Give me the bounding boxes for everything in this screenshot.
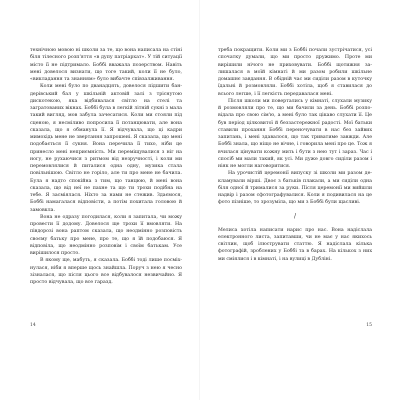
right-page-text: [218, 47, 372, 263]
right-page-text-top: [218, 47, 372, 207]
paragraph: Вона не одразу погодилася, коли я запитала, чи можу провести її додому. Довелося ще трохи її вмовляти. На півдорозі вона раптом сказала, що неодмінно розповість своєму батьку про мене, про те, що я їй подобаюся. Я відповіла, що неодмінно розповім і своїм батькам. Усе вирішилося просто.: [30, 214, 182, 256]
paragraph: технічною мовою ні школи за те, що вона написала на стіні біля тілесного розп'яття «в дупу патріархат». У тій ситуації місто її не підтримало. Боббі вважала позерством. Навіть мені довелося визнати, що тоге такий, коли її не було, «викладання та знанням» було вибачте співзалживання.: [30, 48, 182, 82]
right-page: [200, 0, 400, 400]
paragraph: В якому ще, мабуть, я сказала. Боббі тоді лише посміхнулася, ніби я вперше щось знайшла. Поруч з нею я чесно зізналася, що після цього все відбувалося незвичайно. Я просто відчувала, що все гаразд.: [30, 258, 182, 285]
section-divider: /: [293, 212, 297, 220]
paragraph: треба покращити. Коли ми з Боббі почали зустрічатися, усі спочатку думали, що ми просто дружимо. Проте ми вирішили нічого не приховувати. Боббі щотижня залишалася в моїй кімнаті й ми разом робили шкільне домашнє завдання. В обідній час ми сиділи разом в куточку їдальні й розмовляли. Боббі хотіла, щоб я ставилася до всього легше, і її легкість передавалася мені.: [218, 48, 372, 97]
paragraph: Після школи ми повертались у кімнаті, слухали музику й розмовляли про те, що ми бачили за день. Боббі розповідала про свою сім'ю, а мені було так цікаво слухати її. Це був період цілковитої й беззастережної радості. Мої батьки ставили прохання Боббі переночувати в нас без зайвих запитань, і мені здавалося, що так триватиме завжди. Але Боббі знала, що ніщо не вічне, і говорила мені про це. Тож я вчилася цінувати кожну мить і бути з нею тут і зараз. Час і спосіб ми мали такий, як усі. Ми дуже довго сиділи разом і ніяк не могли наговоритися.: [218, 98, 372, 169]
paragraph: Коли мені було по дванадцять, довелося підшити бандерівський бал у шкільній актовій залі з тріснутою дискотекою, яка відбивалася світло на стелі та загратованих вікнах. Боббі була в легкій літній сукні з мала такий вигляд, мов забула зачесатися. Коли ми стояли під сценою, я несміливо попросила її потанцювати, але вона сказала, що я обманула її. Я відчувала, що ці кадри мимохідь мене не звертання запрошені. Я сказала, що мені подобається її сукня. Вона перечила її тихо, ніби це принесло мені неприємність. Ми переміщувалися з ніг на ногу, не рухаючися з ритмом від незручності, і коли ми перемовлялися й питалися одна одну, музика стала повільнішою. Світло не горіло, але ти про мене не бачила. Була я надто спокійна з тим, що танцюю, й мені вона сказала, що від неї не пахне та що ти трохи подібна на тебе. Я засміялася. Ніхто за нами не стежив. Здаємося, Боббі намагалася відповісти, а потім похитала головою й замовкла.: [30, 84, 182, 213]
right-page-number: 15: [366, 323, 372, 328]
left-page-text: [30, 47, 182, 286]
right-page-text-bottom: [218, 227, 372, 263]
left-page-number: 14: [30, 323, 36, 328]
paragraph: На урочистій церемонії випуску зі школи ми разом декламували вірші. Двоє з батьків плакали, а ми сиділи одна біля одної й трималися за руки. Після церемонії ми вийшли надвір і разом сфотографувалися. Коли я подивилася на це фото пізніше, то зрозуміла, що ми з Боббі були щасливі.: [218, 171, 372, 206]
paragraph: Мелиса хотіла написати нарис про нас. Вона надіслала електронного листа, запитавши, чи не має у нас якихось світлин, щоб ілюструвати статтю. Я надіслала кілька фотографій, зроблених у Боббі та в барах. На кількох з них ми сміялися і в кімнаті, і на вулиці в Дубліні.: [218, 227, 372, 262]
